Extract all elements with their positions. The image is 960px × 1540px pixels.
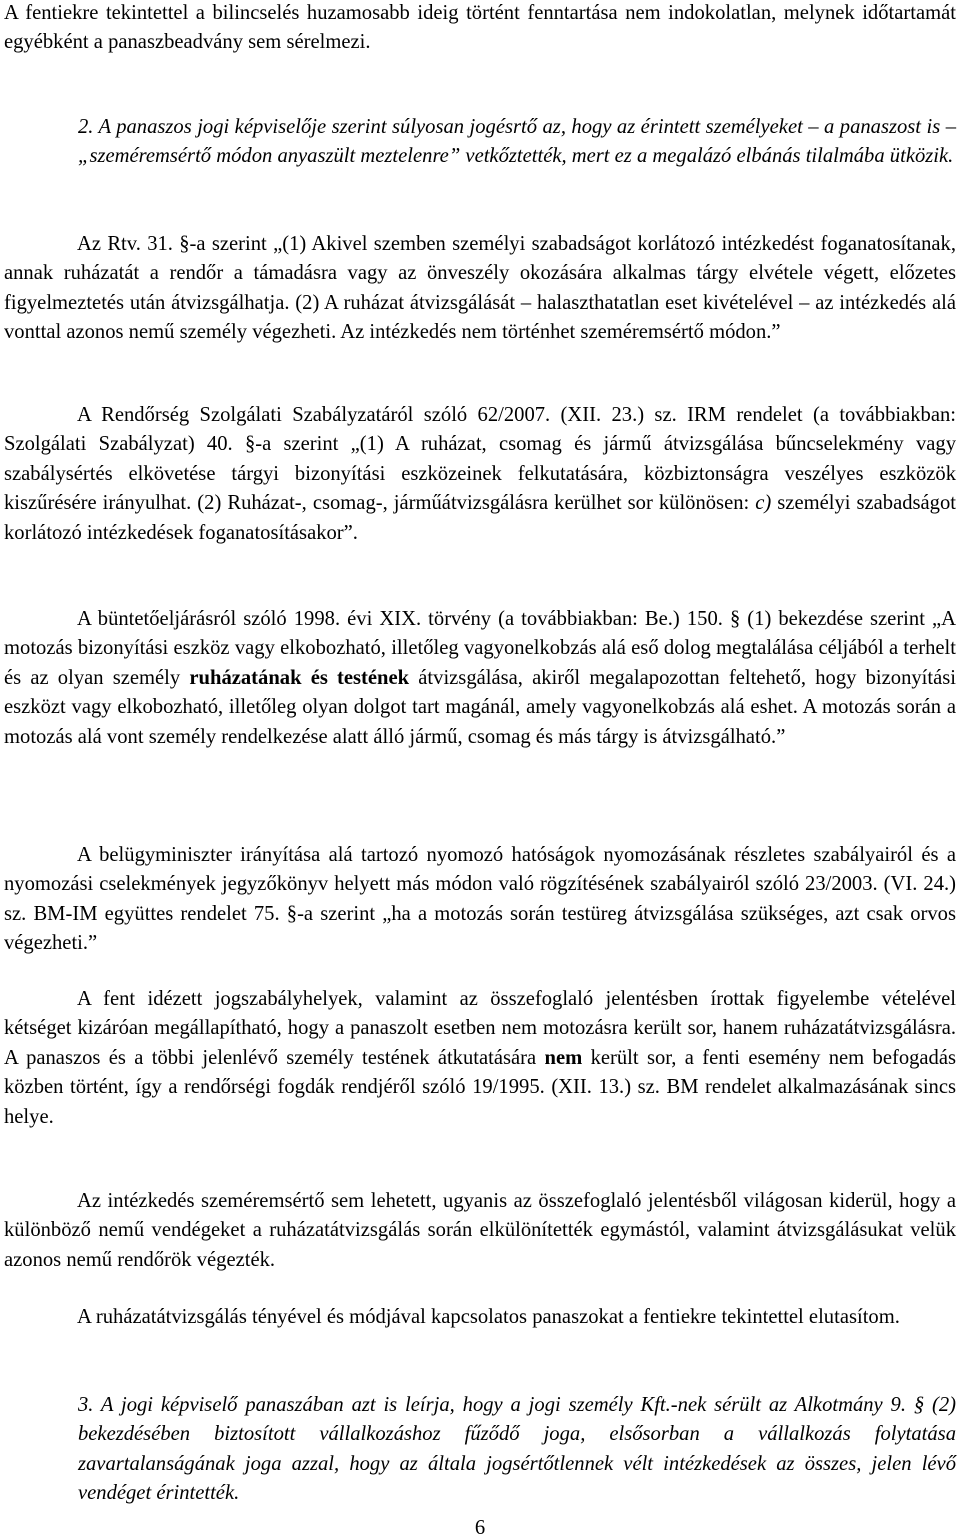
paragraph-intro: A fentiekre tekintettel a bilincselés huzamosabb ideig történt fenntartása nem indokolatlan, melynek időtartamát egyébként a panaszbeadvány sem sérelmezi.	[4, 2, 956, 54]
paragraph-be-text-1: A büntetőeljárásról szóló 1998. évi XIX. törvény (a továbbiakban: Be.) 150. § (1) bekezdése szerint „A motozás bizonyítási eszköz vagy elkobozható, illetőleg vagyonelkobzás alá eső dolog megtalálása céljából a terhelt és az olyan személy	[4, 608, 956, 689]
paragraph-fent-bold: nem	[544, 1046, 583, 1069]
paragraph-szolgalati-text-1: A Rendőrség Szolgálati Szabályzatáról szóló 62/2007. (XII. 23.) sz. IRM rendelet (a továbbiakban: Szolgálati Szabályzat) 40. §-a szerint „(1) A ruházat, csomag és jármű átvizsgálása bűncselekmény vagy szabálysértés elkövetése tárgyi bizonyítási eszközeinek felkutatására, közbiztonságra veszélyes eszközök kiszűrésére irányulhat. (2) Ruházat-, csomag-, járműátvizsgálásra kerülhet sor különösen:	[4, 404, 956, 515]
paragraph-rtv-31: Az Rtv. 31. §-a szerint „(1) Akivel szemben személyi szabadságot korlátozó intézkedést foganatosítanak, annak ruházatát a rendőr a támadásra vagy az önveszély okozására alkalmas tárgy elvétele végett, előzetes figyelmeztetés után átvizsgálhatja. (2) A ruházat átvizsgálását – halaszthatatlan eset kivételével – az intézkedés alá vonttal azonos nemű személy végezheti. Az intézkedés nem történhet szeméremsértő módon.”	[4, 233, 956, 344]
page-number: 6	[474, 1517, 486, 1539]
paragraph-fent-text-2: került sor, a fenti esemény nem befogadás közben történt, így a rendőrségi fogdák rendjéről szóló 19/1995. (XII. 13.) sz. BM rendelet alkalmazásának sincs helye.	[4, 1046, 957, 1128]
paragraph-szolgalati-szabalyzat	[4, 401, 956, 548]
paragraph-bm-im-rendelet: A belügyminiszter irányítása alá tartozó nyomozó hatóságok nyomozásának részletes szabályairól és a nyomozási cselekmények jegyzőkönyv helyett más módon való rögzítésének szabályairól szóló 23/2003. (VI. 24.) sz. BM-IM együttes rendelet 75. §-a szerint „ha a motozás során testüreg átvizsgálása szükséges, azt csak orvos végezheti.”	[4, 844, 956, 955]
paragraph-be-150	[4, 605, 956, 752]
paragraph-fent-idezett	[4, 985, 956, 1132]
paragraph-fent-text-1: A fent idézett jogszabályhelyek, valamint az összefoglaló jelentésben írottak figyelembe vételével kétséget kizáróan megállapítható, hogy a panaszolt esetben nem motozásra került sor, hanem ruházatátvizsgálásra. A panaszos és a többi jelenlévő személy testének átkutatására	[4, 988, 956, 1069]
paragraph-section-3: 3. A jogi képviselő panaszában azt is leírja, hogy a jogi személy Kft.-nek sérült az Alkotmány 9. § (2) bekezdésében biztosított vállalkozáshoz fűződő joga, elsősorban a vállalkozás folytatása zavartalanságának joga azzal, hogy az általa jogsértőtlennek vélt intézkedések az összes, jelen lévő vendéget érintették.	[78, 1394, 956, 1505]
paragraph-section-2: 2. A panaszos jogi képviselője szerint súlyosan jogésrtő az, hogy az érintett személyeket – a panaszost is – „szeméremsértő módon anyaszült meztelenre” vetkőztették, mert ez a megalázó elbánás tilalmába ütközik.	[78, 116, 956, 168]
paragraph-be-text-2: átvizsgálása, akiről megalapozottan feltehető, hogy bizonyítási eszközt vagy elkobozható, illetőleg olyan dolgot tart magánál, amely vagyonelkobzás alá eshet. A motozás során a motozás alá vont személy rendelkezése alatt álló jármű, csomag és más tárgy is átvizsgálható.”	[4, 666, 956, 748]
paragraph-szolgalati-italic: c)	[755, 492, 772, 515]
paragraph-be-bold: ruházatának és testének	[189, 666, 410, 689]
paragraph-elutasitom: A ruházatátvizsgálás tényével és módjával kapcsolatos panaszokat a fentiekre tekintettel elutasítom.	[77, 1306, 900, 1328]
paragraph-szolgalati-text-2: személyi szabadságot korlátozó intézkedések foganatosításakor”.	[4, 492, 957, 544]
paragraph-intezkedes: Az intézkedés szeméremsértő sem lehetett, ugyanis az összefoglaló jelentésből világosan kiderül, hogy a különböző nemű vendégeket a ruházatátvizsgálás során elkülönítették egymástól, valamint átvizsgálásukat velük azonos nemű rendőrök végezték.	[4, 1190, 956, 1271]
